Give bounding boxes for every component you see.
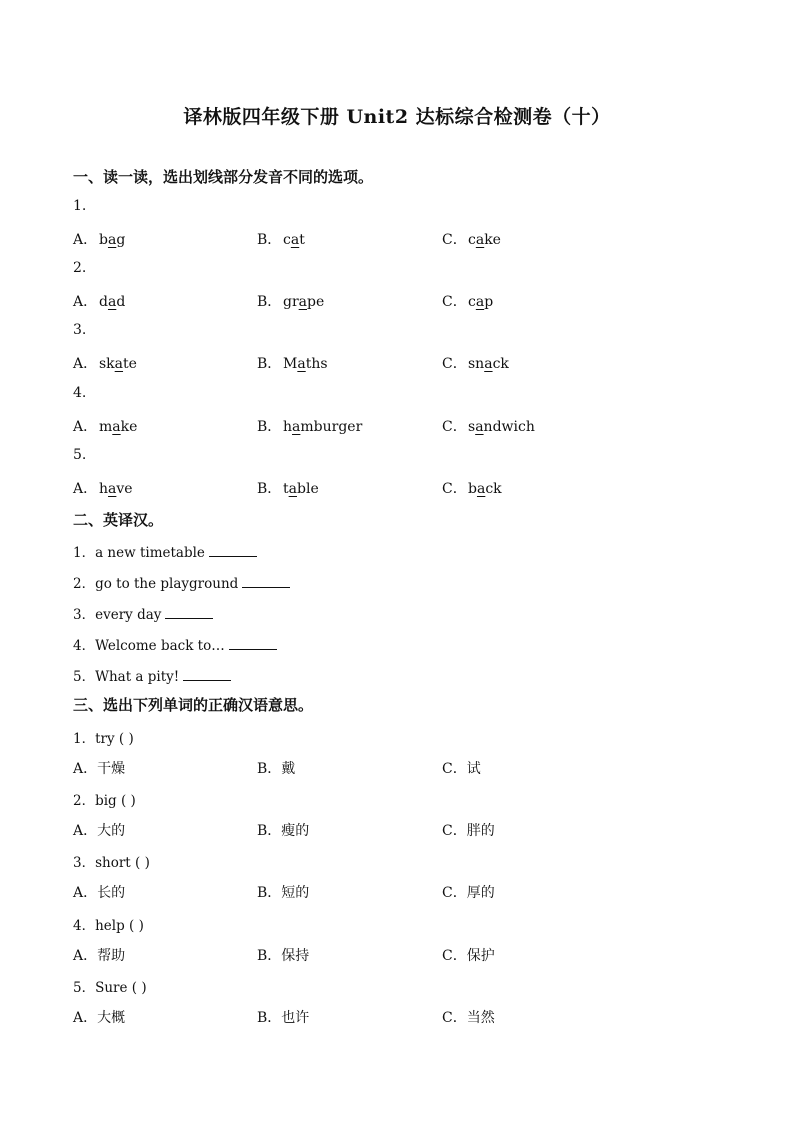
option: B．保持 <box>257 947 310 964</box>
option-word <box>283 294 324 310</box>
option-letter: C． <box>442 418 467 435</box>
option: C．厚的 <box>442 885 495 902</box>
option: B．也许 <box>257 1009 310 1026</box>
section-1-heading: 一、读一读，选出划线部分发音不同的选项。 <box>73 168 374 186</box>
word-part: M <box>283 356 298 373</box>
word-part: ths <box>305 356 328 373</box>
option <box>257 416 362 436</box>
option <box>257 353 328 373</box>
option: A．干燥 <box>73 761 126 777</box>
translation-item <box>73 541 257 561</box>
section-2-heading: 二、英译汉。 <box>73 511 164 529</box>
option <box>442 353 509 373</box>
word-part: c <box>468 232 476 248</box>
underlined-letter: a <box>475 418 484 435</box>
underlined-letter: a <box>476 480 486 497</box>
word-part: sn <box>468 356 485 373</box>
option <box>442 229 501 249</box>
option <box>73 353 137 373</box>
page-title: 译林版四年级下册 Unit2 达标综合检测卷（十） <box>183 106 611 128</box>
option <box>257 229 305 249</box>
word-part: ke <box>484 232 501 248</box>
option-letter: B． <box>257 294 282 311</box>
option-word <box>468 481 502 497</box>
option-letter: B． <box>257 480 282 497</box>
underlined-letter: a <box>290 232 300 248</box>
option <box>257 478 319 498</box>
word-part: m <box>99 418 113 435</box>
answer-blank <box>229 637 277 650</box>
underlined-letter: a <box>292 418 301 435</box>
item-text: 1．a new timetable <box>73 545 205 561</box>
question-number: 1. <box>73 198 87 214</box>
option: B．短的 <box>257 885 310 902</box>
translation-item <box>73 572 290 592</box>
option-word <box>99 232 125 248</box>
word-part: mburger <box>300 418 363 435</box>
option <box>442 478 502 498</box>
item-text: 2．go to the playground <box>73 576 239 592</box>
underlined-letter: a <box>475 294 485 311</box>
underlined-letter: a <box>114 356 124 373</box>
underlined-letter: a <box>288 480 297 497</box>
option-letter: A． <box>73 418 98 435</box>
word-part: ndwich <box>483 418 535 435</box>
option-word <box>468 294 493 310</box>
underlined-letter: a <box>484 356 493 373</box>
word-part: ck <box>485 480 502 497</box>
option: A．帮助 <box>73 947 126 964</box>
option-word <box>99 481 133 497</box>
option-word <box>283 232 305 248</box>
answer-blank <box>209 544 257 557</box>
word-part: gr <box>283 294 299 311</box>
word-part: ble <box>297 480 319 497</box>
option-letter: C． <box>442 294 467 311</box>
question-number: 3. <box>73 322 87 339</box>
option-letter: C． <box>442 356 467 373</box>
word-part: c <box>468 294 476 311</box>
option: C．保护 <box>442 947 495 964</box>
word-part: h <box>283 418 293 435</box>
underlined-letter: a <box>107 294 117 311</box>
option <box>73 229 125 249</box>
question-stem: 3．short ( ) <box>73 855 150 872</box>
option-letter: A． <box>73 356 98 373</box>
word-part: t <box>283 480 289 497</box>
option-word <box>468 232 501 248</box>
answer-blank <box>165 606 213 619</box>
option-word <box>283 481 319 497</box>
underlined-letter: a <box>112 418 121 435</box>
word-part: pe <box>307 294 325 311</box>
option <box>73 478 133 498</box>
translation-item <box>73 634 277 654</box>
question-stem: 4．help ( ) <box>73 917 144 934</box>
option-letter: B． <box>257 418 282 435</box>
question-stem: 2．big ( ) <box>73 793 136 810</box>
underlined-letter: a <box>108 480 117 497</box>
option-word <box>99 356 137 372</box>
translation-item <box>73 665 231 685</box>
word-part: ck <box>492 356 509 373</box>
question-stem: 5．Sure ( ) <box>73 979 147 996</box>
word-part: b <box>99 232 108 248</box>
option-word <box>468 356 509 372</box>
answer-blank <box>183 668 231 681</box>
option-word <box>283 356 328 372</box>
underlined-letter: a <box>475 232 485 248</box>
option-letter: B． <box>257 356 282 373</box>
answer-blank <box>242 575 290 588</box>
option-word <box>468 419 535 435</box>
option: A．长的 <box>73 885 126 902</box>
word-part: p <box>484 294 494 311</box>
option <box>442 291 493 311</box>
word-part: h <box>99 480 109 497</box>
item-text: 3．every day <box>73 607 162 623</box>
word-part: g <box>116 232 126 248</box>
option-letter: A． <box>73 232 98 248</box>
item-text: 5．What a pity! <box>73 669 180 685</box>
option: B．瘦的 <box>257 823 310 840</box>
question-stem: 1．try ( ) <box>73 731 134 747</box>
word-part: ke <box>120 418 138 435</box>
question-number: 2. <box>73 260 87 277</box>
option-letter: B． <box>257 232 282 248</box>
word-part: c <box>283 232 291 248</box>
item-text: 4．Welcome back to… <box>73 638 225 654</box>
option-word <box>99 294 125 310</box>
underlined-letter: a <box>107 232 117 248</box>
option: A．大概 <box>73 1009 126 1026</box>
option <box>257 291 324 311</box>
section-3-heading: 三、选出下列单词的正确汉语意思。 <box>73 696 314 714</box>
word-part: t <box>299 232 305 248</box>
word-part: d <box>99 294 108 311</box>
option <box>442 416 535 436</box>
underlined-letter: a <box>297 356 306 373</box>
option-letter: A． <box>73 480 98 497</box>
option-word <box>283 419 362 435</box>
option <box>73 416 137 436</box>
word-part: d <box>116 294 126 311</box>
option-letter: A． <box>73 294 98 311</box>
option: C．试 <box>442 761 481 777</box>
word-part: s <box>468 418 476 435</box>
option: C．当然 <box>442 1009 495 1026</box>
option-word <box>99 419 137 435</box>
translation-item <box>73 603 213 623</box>
option-letter: C． <box>442 480 467 497</box>
word-part: b <box>468 480 477 497</box>
option: A．大的 <box>73 823 126 840</box>
option-letter: C． <box>442 232 467 248</box>
option <box>73 291 125 311</box>
question-number: 5. <box>73 446 87 463</box>
question-number: 4. <box>73 384 87 401</box>
underlined-letter: a <box>298 294 308 311</box>
word-part: sk <box>99 356 115 373</box>
word-part: te <box>123 356 137 373</box>
word-part: ve <box>116 480 133 497</box>
option: C．胖的 <box>442 823 495 840</box>
option: B．戴 <box>257 761 296 777</box>
